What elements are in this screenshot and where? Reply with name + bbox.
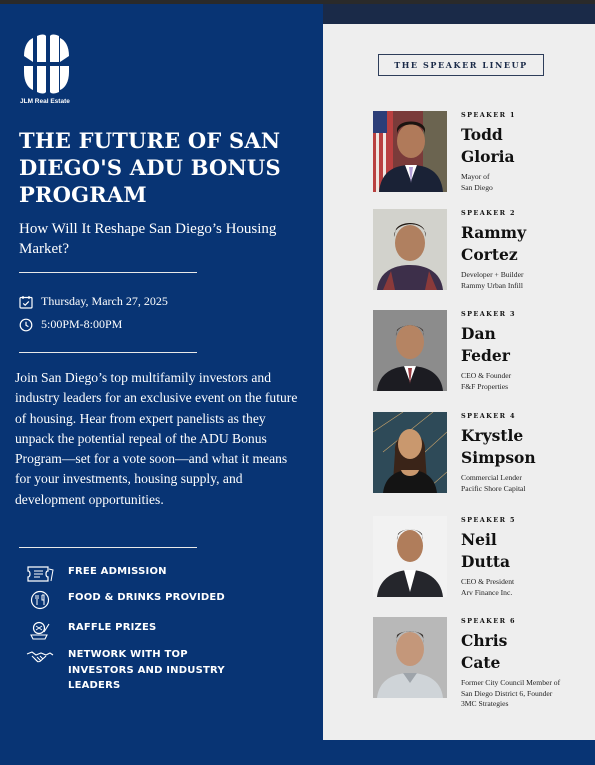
speaker-first-name: Rammy (461, 223, 527, 242)
speaker-photo (373, 111, 447, 192)
speaker-info (461, 209, 586, 291)
calendar-icon (19, 295, 33, 309)
perk-item (26, 564, 238, 584)
speaker-first-name: Chris (461, 631, 508, 650)
speaker-role: Commercial Lender Pacific Shore Capital (461, 473, 526, 493)
speaker-number: SPEAKER 5 (461, 516, 516, 524)
divider (19, 547, 197, 548)
speaker-last-name: Dutta (461, 551, 511, 571)
perk-item (26, 647, 238, 694)
clock-icon (19, 318, 33, 332)
speaker-photo (373, 310, 447, 391)
speaker-number: SPEAKER 6 (461, 617, 516, 625)
perk-label: RAFFLE PRIZES (68, 622, 157, 633)
speaker-photo (373, 209, 447, 290)
speaker-number: SPEAKER 1 (461, 111, 516, 119)
bottom-strip (323, 740, 595, 765)
speaker-info (461, 617, 586, 710)
speaker-last-name: Simpson (461, 447, 536, 467)
speaker-role: Developer + Builder Rammy Urban Infill (461, 270, 524, 290)
food-drinks-icon (26, 590, 54, 610)
ticket-icon (26, 564, 54, 584)
perk-label: FOOD & DRINKS PROVIDED (68, 592, 225, 603)
speaker-number: SPEAKER 2 (461, 209, 516, 217)
raffle-icon (26, 620, 54, 640)
speaker-number: SPEAKER 3 (461, 310, 516, 318)
speaker-first-name: Todd (461, 125, 503, 144)
event-time: 5:00PM-8:00PM (41, 317, 123, 331)
speaker-last-name: Feder (461, 345, 510, 365)
divider (19, 272, 197, 273)
speaker-last-name: Gloria (461, 146, 515, 166)
speaker-info (461, 111, 586, 193)
perk-label: FREE ADMISSION (68, 566, 167, 577)
speaker-role: Former City Council Member of San Diego District 6, Founder 3MC Strategies (461, 678, 561, 708)
divider (19, 352, 197, 353)
time-row (19, 317, 122, 332)
speaker-info (461, 516, 586, 598)
speaker-first-name: Neil (461, 530, 497, 549)
event-title: THE FUTURE OF SAN DIEGO'S ADU BONUS PROGRAM (19, 128, 281, 207)
speaker-role: Mayor of San Diego (461, 172, 493, 192)
speaker-first-name: Dan (461, 324, 496, 343)
speaker-first-name: Krystle (461, 426, 524, 445)
perk-item (26, 620, 238, 640)
speaker-lineup-heading: THE SPEAKER LINEUP (378, 54, 544, 76)
jlm-logo-icon (20, 34, 72, 94)
speaker-photo (373, 412, 447, 493)
event-date: Thursday, March 27, 2025 (41, 294, 168, 308)
speaker-last-name: Cortez (461, 244, 518, 264)
speaker-role: CEO & President Arv Finance Inc. (461, 577, 515, 597)
perk-item (26, 590, 238, 610)
event-subtitle: How Will It Reshape San Diego’s Housing Market? (19, 221, 277, 257)
speaker-photo (373, 617, 447, 698)
perk-label: NETWORK WITH TOP INVESTORS AND INDUSTRY LEADERS (68, 649, 225, 691)
speaker-info (461, 412, 586, 494)
event-description: Join San Diego’s top multifamily investors and industry leaders for an exclusive event on the future of housing. Hear from expert panelists as they unpack the potential repeal of the ADU Bonus Program—set for a vote soon—and what it means for your investments, housing supply, and development opportunities. (15, 370, 298, 507)
speaker-photo (373, 516, 447, 597)
brand-name: JLM Real Estate (20, 98, 70, 105)
speaker-last-name: Cate (461, 652, 501, 672)
speaker-info (461, 310, 586, 392)
speaker-role: CEO & Founder F&F Properties (461, 371, 512, 391)
handshake-icon (26, 647, 54, 667)
date-row (19, 294, 168, 309)
speaker-number: SPEAKER 4 (461, 412, 516, 420)
